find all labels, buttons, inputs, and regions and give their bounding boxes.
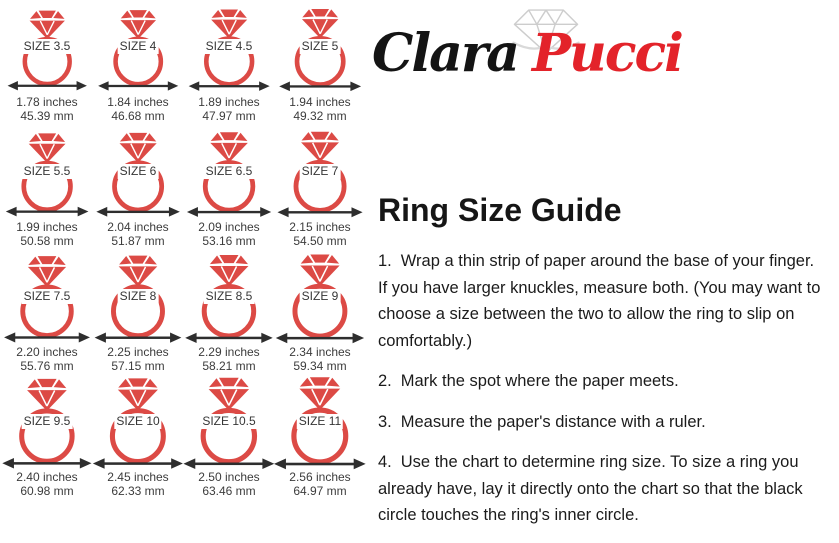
ring-diameter-mm: 58.21 mm: [202, 359, 256, 373]
ring-diameter-mm: 49.32 mm: [293, 109, 347, 123]
ring-size-item: [2, 380, 92, 505]
gem-icon: [209, 255, 248, 286]
gem-icon: [118, 378, 158, 410]
ring-diameter-inches: 2.09 inches: [198, 220, 260, 234]
ring-size-label: SIZE 11: [298, 414, 342, 428]
ring-diameter-mm: 59.34 mm: [293, 359, 347, 373]
instruction-step-3: [378, 409, 826, 436]
ring-size-label: SIZE 6: [119, 164, 157, 178]
gem-icon: [119, 256, 158, 287]
ring-illustration: [275, 130, 365, 220]
ring-diameter-inches: 1.94 inches: [289, 95, 351, 109]
step-number: 4.: [378, 453, 392, 471]
ring-size-item: [184, 380, 274, 505]
ring-illustration: [184, 130, 274, 220]
gem-icon: [29, 133, 66, 163]
ring-diameter-mm: 51.87 mm: [111, 234, 165, 248]
ring-size-item: [2, 5, 92, 130]
ring-diameter-inches: 2.34 inches: [289, 345, 351, 359]
ring-diameter-inches: 2.15 inches: [289, 220, 351, 234]
gem-icon: [27, 379, 67, 411]
ring-diameter-inches: 1.99 inches: [16, 220, 78, 234]
ring-size-label: SIZE 4: [119, 39, 157, 53]
ring-size-label: SIZE 3.5: [23, 39, 71, 53]
ring-illustration: [93, 380, 183, 470]
ring-size-item: [275, 255, 365, 380]
step-text: Mark the spot where the paper meets.: [400, 372, 679, 390]
ring-diameter-inches: 1.89 inches: [198, 95, 260, 109]
ring-illustration: [184, 380, 274, 470]
ring-size-item: [2, 130, 92, 255]
ring-diameter-mm: 46.68 mm: [111, 109, 165, 123]
ring-diameter-inches: 2.40 inches: [16, 470, 78, 484]
ring-diameter-inches: 2.50 inches: [198, 470, 260, 484]
ring-diameter-inches: 2.29 inches: [198, 345, 260, 359]
ring-diameter-inches: 1.78 inches: [16, 95, 78, 109]
ring-size-item: [275, 130, 365, 255]
ring-diameter-mm: 55.76 mm: [20, 359, 74, 373]
instruction-step-4: [378, 449, 826, 529]
ring-diameter-mm: 60.98 mm: [20, 484, 74, 498]
ring-size-item: [93, 255, 183, 380]
gem-icon: [119, 133, 156, 163]
ring-size-item: [93, 130, 183, 255]
ring-size-chart: [2, 5, 365, 505]
ring-illustration: [2, 255, 92, 345]
gem-icon: [209, 378, 249, 411]
page-title: Ring Size Guide: [378, 192, 622, 228]
ring-diameter-mm: 50.58 mm: [20, 234, 74, 248]
step-text: Wrap a thin strip of paper around the base of your finger. If you have larger knuckles, measure both. (You may want to choose a size between the two to allow the ring to slip on comfortably.): [378, 252, 821, 350]
ring-illustration: [93, 5, 183, 95]
ring-size-label: SIZE 6.5: [205, 164, 253, 178]
ring-size-label: SIZE 10: [116, 414, 160, 428]
ring-illustration: [275, 5, 365, 95]
ring-illustration: [275, 255, 365, 345]
ring-diameter-inches: 1.84 inches: [107, 95, 169, 109]
ring-size-item: [2, 255, 92, 380]
gem-icon: [299, 377, 340, 410]
ring-size-label: SIZE 8: [119, 289, 157, 303]
ring-illustration: [2, 380, 92, 470]
instruction-step-1: [378, 248, 826, 354]
gem-icon: [300, 255, 339, 287]
ring-illustration: [2, 130, 92, 220]
ring-size-item: [93, 380, 183, 505]
gem-icon: [210, 132, 248, 162]
gem-icon: [28, 256, 66, 287]
gem-icon: [120, 10, 156, 39]
ring-size-label: SIZE 5.5: [23, 164, 71, 178]
ring-diameter-inches: 2.20 inches: [16, 345, 78, 359]
ring-diameter-mm: 45.39 mm: [20, 109, 74, 123]
ring-illustration: [184, 5, 274, 95]
ring-illustration: [184, 255, 274, 345]
ring-diameter-mm: 62.33 mm: [111, 484, 165, 498]
ring-size-item: [184, 5, 274, 130]
gem-icon: [302, 9, 338, 38]
gem-icon: [30, 11, 65, 39]
instruction-step-2: [378, 368, 826, 395]
gem-icon: [211, 10, 247, 39]
ring-size-item: [184, 130, 274, 255]
ring-size-item: [275, 5, 365, 130]
step-text: Use the chart to determine ring size. To size a ring you already have, lay it directly onto the chart so that the black circle touches the ring's inner circle.: [378, 453, 803, 524]
ring-size-item: [93, 5, 183, 130]
ring-diameter-mm: 63.46 mm: [202, 484, 256, 498]
ring-size-item: [184, 255, 274, 380]
step-number: 2.: [378, 372, 392, 390]
ring-size-label: SIZE 9: [301, 289, 339, 303]
ring-illustration: [275, 380, 365, 470]
step-number: 1.: [378, 252, 392, 270]
brand-name: [372, 24, 682, 84]
ring-illustration: [93, 130, 183, 220]
step-text: Measure the paper's distance with a ruler.: [400, 412, 706, 431]
ring-size-label: SIZE 9.5: [23, 414, 71, 428]
ring-diameter-inches: 2.25 inches: [107, 345, 169, 359]
brand-logo: [372, 6, 772, 96]
ring-diameter-mm: 53.16 mm: [202, 234, 256, 248]
ring-size-label: SIZE 10.5: [202, 414, 256, 428]
instruction-list: [378, 248, 826, 543]
ring-illustration: [93, 255, 183, 345]
brand-name-clara: Clara: [372, 23, 518, 84]
ring-size-label: SIZE 7: [301, 164, 339, 178]
brand-name-pucci: Pucci: [531, 23, 682, 84]
ring-diameter-mm: 47.97 mm: [202, 109, 256, 123]
ring-size-label: SIZE 5: [301, 39, 339, 53]
gem-icon: [301, 132, 339, 163]
ring-diameter-inches: 2.45 inches: [107, 470, 169, 484]
ring-size-label: SIZE 8.5: [205, 289, 253, 303]
ring-illustration: [2, 5, 92, 95]
step-number: 3.: [378, 412, 392, 431]
ring-diameter-mm: 57.15 mm: [111, 359, 165, 373]
ring-size-item: [275, 380, 365, 505]
ring-diameter-mm: 64.97 mm: [293, 484, 347, 498]
ring-diameter-mm: 54.50 mm: [293, 234, 347, 248]
ring-diameter-inches: 2.56 inches: [289, 470, 351, 484]
ring-diameter-inches: 2.04 inches: [107, 220, 169, 234]
ring-size-label: SIZE 4.5: [205, 39, 253, 53]
ring-size-label: SIZE 7.5: [23, 289, 71, 303]
